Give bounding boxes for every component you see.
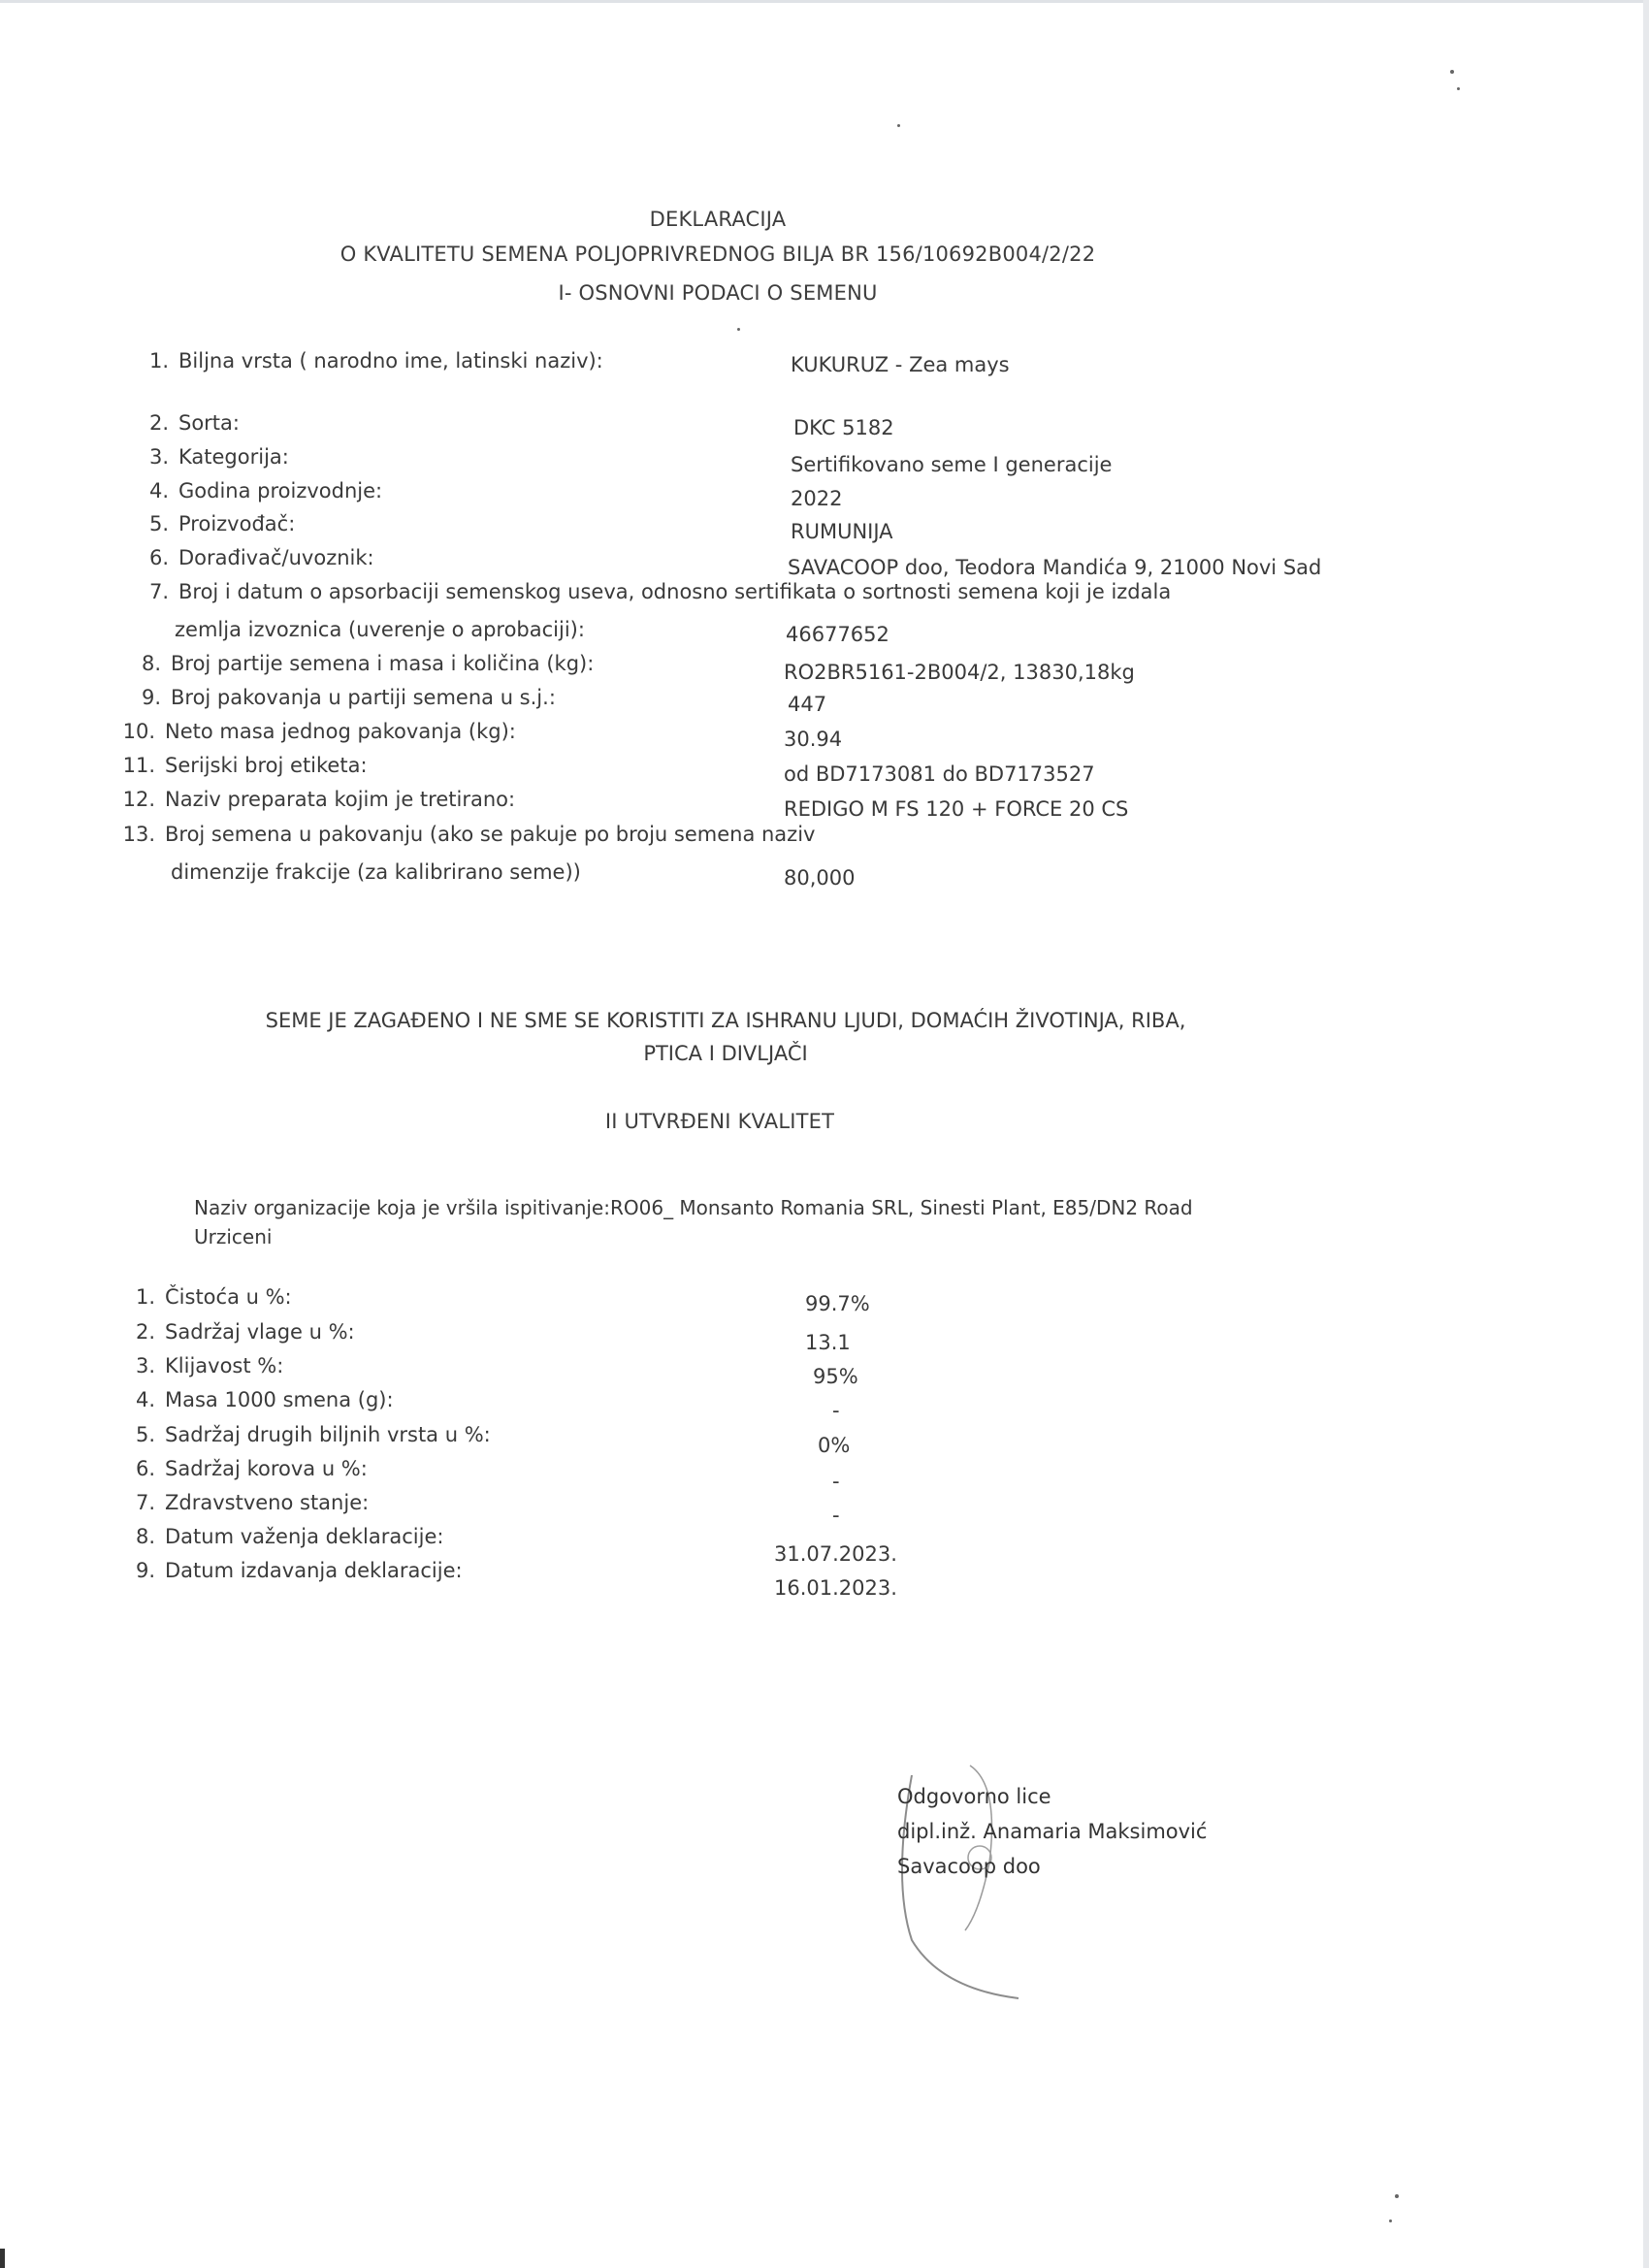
quality-value-1: 99.7% (805, 1292, 870, 1315)
quality-row-8 (122, 1525, 443, 1548)
row-label: Datum važenja deklaracije: (165, 1525, 444, 1548)
row-label: Kategorija: (178, 445, 289, 469)
row-num: 4. (148, 479, 169, 502)
basic-value-2: DKC 5182 (793, 416, 894, 439)
basic-value-12: REDIGO M FS 120 + FORCE 20 CS (784, 797, 1129, 821)
basic-row-12 (122, 788, 515, 811)
quality-row-1 (122, 1285, 292, 1309)
row-label: Neto masa jednog pakovanja (kg): (165, 720, 516, 743)
row-num: 13. (122, 823, 155, 846)
quality-value-5: 0% (818, 1434, 851, 1457)
scan-speck (1389, 2219, 1392, 2222)
row-num: 2. (135, 1320, 155, 1344)
row-num: 5. (135, 1423, 155, 1446)
basic-value-9: 447 (788, 693, 827, 716)
section-2-heading: II UTVRĐENI KVALITET (604, 1110, 835, 1133)
scan-speck (1457, 87, 1460, 90)
scan-speck (737, 328, 740, 331)
row-label: Sadržaj vlage u %: (165, 1320, 355, 1344)
quality-row-5 (122, 1423, 491, 1446)
row-num: 8. (135, 1525, 155, 1548)
row-num: 7. (135, 1491, 155, 1514)
row-label: Broj semena u pakovanju (ako se pakuje po broju semena naziv (165, 823, 816, 846)
quality-row-7 (122, 1491, 369, 1514)
quality-value-4: - (832, 1399, 840, 1422)
basic-value-1: KUKURUZ - Zea mays (791, 353, 1010, 376)
row-num: 9. (141, 686, 161, 709)
basic-row-13-cont: dimenzije frakcije (za kalibrirano seme)) (171, 860, 581, 884)
row-label: Godina proizvodnje: (178, 479, 383, 502)
basic-value-13: 80,000 (784, 866, 856, 890)
basic-value-6: SAVACOOP doo, Teodora Mandića 9, 21000 Novi Sad (788, 556, 1322, 579)
signature-company: Savacoop doo (897, 1855, 1041, 1878)
row-label: Zdravstveno stanje: (165, 1491, 370, 1514)
scan-speck (1395, 2194, 1399, 2198)
row-num: 3. (148, 445, 169, 469)
row-label: Broj pakovanja u partiji semena u s.j.: (171, 686, 556, 709)
quality-row-2 (122, 1320, 355, 1344)
row-label: Broj partije semena i masa i količina (kg): (171, 652, 595, 675)
row-label: Dorađivač/uvoznik: (178, 546, 374, 569)
row-label: Broj i datum o apsorbaciji semenskog useva, odnosno sertifikata o sortnosti semena koji je izdala (178, 580, 1172, 603)
row-num: 10. (122, 720, 155, 743)
basic-value-8: RO2BR5161-2B004/2, 13830,18kg (784, 661, 1135, 684)
quality-value-9: 16.01.2023. (774, 1576, 897, 1600)
row-num: 6. (148, 546, 169, 569)
row-label: Masa 1000 smena (g): (165, 1388, 394, 1411)
row-label: Čistoća u %: (165, 1285, 292, 1309)
signature-role: Odgovorno lice (897, 1785, 1051, 1808)
testing-organization: Naziv organizacije koja je vršila ispitivanje:RO06_ Monsanto Romania SRL, Sinesti Plant, E85/DN2 Road Urziceni (194, 1196, 1193, 1248)
basic-value-10: 30.94 (784, 728, 843, 751)
row-num: 2. (148, 411, 169, 435)
basic-row-10 (122, 720, 516, 743)
quality-row-6 (122, 1457, 368, 1480)
row-label: Datum izdavanja deklaracije: (165, 1559, 463, 1582)
basic-row-5 (136, 512, 295, 535)
warning-line-2: PTICA I DIVLJAČI (643, 1042, 808, 1065)
scan-speck (1450, 70, 1454, 74)
row-label: Sorta: (178, 411, 240, 435)
row-label: Naziv preparata kojim je tretirano: (165, 788, 516, 811)
warning-line-1: SEME JE ZAGAĐENO I NE SME SE KORISTITI ZA ISHRANU LJUDI, DOMAĆIH ŽIVOTINJA, RIBA, (265, 1009, 1186, 1032)
row-label: Serijski broj etiketa: (165, 754, 368, 777)
basic-value-4: 2022 (791, 487, 843, 510)
row-num: 6. (135, 1457, 155, 1480)
basic-row-7-cont: zemlja izvoznica (uverenje o aprobaciji): (175, 618, 585, 641)
row-num: 5. (148, 512, 169, 535)
signature-name: dipl.inž. Anamaria Maksimović (897, 1820, 1208, 1843)
quality-value-3: 95% (813, 1365, 858, 1388)
basic-value-7: 46677652 (786, 623, 889, 646)
row-label: Sadržaj korova u %: (165, 1457, 368, 1480)
basic-value-11: od BD7173081 do BD7173527 (784, 762, 1095, 786)
basic-row-13 (122, 823, 815, 846)
scan-edge-right (1643, 0, 1649, 2268)
quality-value-2: 13.1 (805, 1331, 851, 1354)
row-num: 7. (148, 580, 169, 603)
row-num: 12. (122, 788, 155, 811)
row-label: Proizvođač: (178, 512, 296, 535)
section-1-heading: I- OSNOVNI PODACI O SEMENU (558, 281, 878, 305)
quality-row-3 (122, 1354, 283, 1377)
basic-row-4 (136, 479, 382, 502)
basic-row-7 (136, 580, 1171, 603)
row-label: Biljna vrsta ( narodno ime, latinski naziv): (178, 349, 603, 373)
row-num: 3. (135, 1354, 155, 1377)
basic-row-8 (128, 652, 594, 675)
row-num: 11. (122, 754, 155, 777)
quality-value-6: - (832, 1470, 840, 1493)
quality-value-7: - (832, 1504, 840, 1527)
basic-row-3 (136, 445, 289, 469)
doc-title: DEKLARACIJA (649, 208, 787, 231)
row-num: 1. (135, 1285, 155, 1309)
quality-value-8: 31.07.2023. (774, 1542, 897, 1566)
scan-edge-mark (0, 2249, 5, 2268)
basic-row-2 (136, 411, 240, 435)
basic-value-5: RUMUNIJA (791, 520, 893, 543)
row-num: 8. (141, 652, 161, 675)
row-num: 1. (148, 349, 169, 373)
row-num: 4. (135, 1388, 155, 1411)
quality-row-9 (122, 1559, 463, 1582)
scan-edge (0, 0, 1649, 3)
basic-value-3: Sertifikovano seme I generacije (791, 453, 1113, 476)
basic-row-11 (122, 754, 368, 777)
basic-row-1 (136, 349, 603, 373)
scan-speck (897, 124, 900, 127)
basic-row-6 (136, 546, 374, 569)
quality-row-4 (122, 1388, 394, 1411)
doc-subtitle: O KVALITETU SEMENA POLJOPRIVREDNOG BILJA BR 156/10692B004/2/22 (340, 243, 1096, 266)
row-num: 9. (135, 1559, 155, 1582)
basic-row-9 (128, 686, 556, 709)
row-label: Sadržaj drugih biljnih vrsta u %: (165, 1423, 491, 1446)
row-label: Klijavost %: (165, 1354, 284, 1377)
